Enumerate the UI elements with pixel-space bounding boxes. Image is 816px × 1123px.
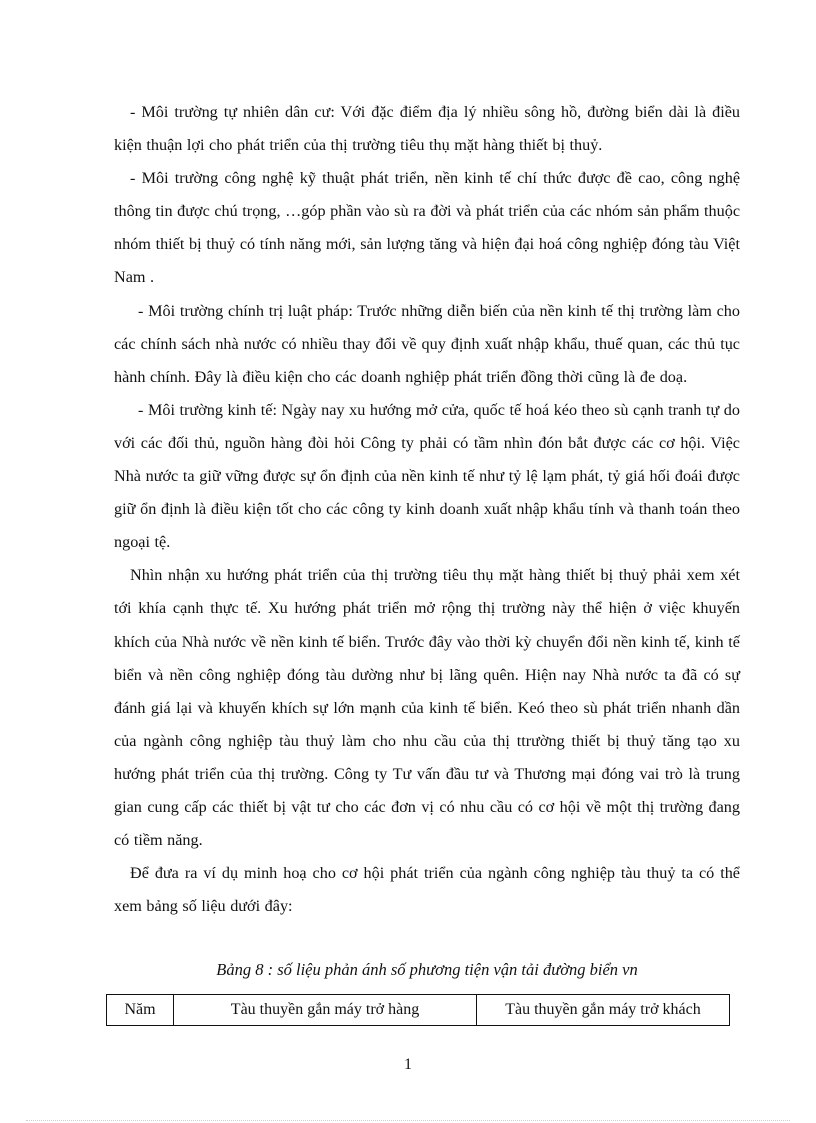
paragraph-technology-environment: - Môi trường công nghệ kỹ thuật phát triển, nền kinh tế chí thức được đề cao, công nghệ thông tin được chú trọng, …góp phần vào sù ra đời và phát triển của các nhóm sản phẩm thuộc nhóm thiết bị thuỷ có tính năng mới, sản lượng tăng và hiện đại hoá công nghiệp đóng tàu Việt Nam . xyxy=(114,169,740,287)
page-bottom-divider xyxy=(26,1120,790,1121)
table-header-row xyxy=(107,995,730,1026)
paragraph-table-intro: Để đưa ra ví dụ minh hoạ cho cơ hội phát triển của ngành công nghiệp tàu thuỷ ta có thể xem bảng số liệu dưới đây: xyxy=(114,864,740,916)
header-cargo-boats: Tàu thuyền gắn máy trở hàng xyxy=(174,995,477,1026)
paragraph-political-legal-environment: - Môi trường chính trị luật pháp: Trước những diễn biến của nền kinh tế thị trường làm cho các chính sách nhà nước có nhiều thay đổi về quy định xuất nhập khẩu, thuế quan, các thủ tục hành chính. Đây là điều kiện cho các doanh nghiệp phát triển đồng thời cũng là đe doạ. xyxy=(114,301,740,386)
paragraph-market-trend: Nhìn nhận xu hướng phát triển của thị trường tiêu thụ mặt hàng thiết bị thuỷ phải xem xét tới khía cạnh thực tế. Xu hướng phát triển mở rộng thị trường này thể hiện ở việc khuyến khích của Nhà nước về nền kinh tế biển. Trước đây vào thời kỳ chuyển đổi nền kinh tế, kinh tế biển và nền công nghiệp đóng tàu dường như bị lãng quên. Hiện nay Nhà nước ta đã có sự đánh giá lại và khuyến khích sự lớn mạnh của kinh tế biển. Keó theo sù phát triển nhanh dần của ngành công nghiệp tàu thuỷ làm cho nhu cầu của thị ttrường thiết bị thuỷ tăng tạo xu hướng phát triển của thị trường. Công ty Tư vấn đầu tư và Thương mại đóng vai trò là trung gian cung cấp các thiết bị vật tư cho các đơn vị có nhu cầu có cơ hội về một thị trường đang có tiềm năng. xyxy=(114,566,740,850)
vehicle-statistics-table xyxy=(106,994,730,1026)
header-passenger-boats: Tàu thuyền gắn máy trở khách xyxy=(477,995,730,1026)
page-number: 1 xyxy=(404,1056,412,1073)
paragraph-economic-environment: - Môi trường kinh tế: Ngày nay xu hướng mở cửa, quốc tế hoá kéo theo sù cạnh tranh tự do với các đối thủ, nguồn hàng đòi hỏi Công ty phải có tầm nhìn đón bắt được các cơ hội. Việc Nhà nước ta giữ vững được sự ổn định của nền kinh tế như tỷ lệ lạm phát, tỷ giá hối đoái được giữ ổn định là điều kiện tốt cho các công ty kinh doanh xuất nhập khẩu tính và thanh toán theo ngoại tệ. xyxy=(114,400,740,552)
body-text xyxy=(114,96,740,923)
header-year: Năm xyxy=(107,995,174,1026)
table-caption: Bảng 8 : số liệu phản ánh số phương tiện vận tải đường biển vn xyxy=(216,960,638,979)
paragraph-natural-environment: - Môi trường tự nhiên dân cư: Với đặc điểm địa lý nhiều sông hồ, đường biển dài là điều kiện thuận lợi cho phát triển của thị trường tiêu thụ mặt hàng thiết bị thuỷ. xyxy=(114,103,740,155)
